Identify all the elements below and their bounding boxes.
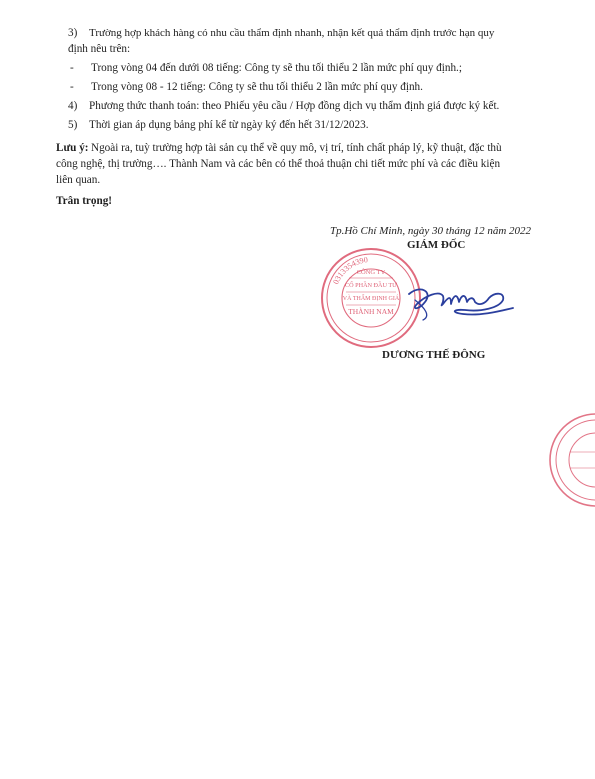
item-3-text-cont: định nêu trên: [68,43,131,55]
item-4-number: 4) [68,100,78,112]
note-text-cont: công nghệ, thị trường…. Thành Nam và các bên có thể thoả thuận chi tiết mức phí và các điều kiện [56,158,501,170]
item-5-number: 5) [68,119,78,131]
signer-position: GIÁM ĐỐC [407,239,466,251]
note-label: Lưu ý: [56,142,89,154]
bullet-item: Trong vòng 08 - 12 tiếng: Công ty sẽ thu tối thiểu 2 lần mức phí quy định. [91,81,423,93]
item-4-text: Phương thức thanh toán: theo Phiếu yêu cầu / Hợp đồng dịch vụ thẩm định giá được ký kết. [89,100,500,112]
partial-seal-edge [538,410,595,510]
handwritten-signature [395,278,527,324]
item-3-number: 3) [68,27,78,39]
bullet-marker: - [70,81,74,93]
bullet-item: Trong vòng 04 đến dưới 08 tiếng: Công ty sẽ thu tối thiểu 2 lần mức phí quy định.; [91,62,462,74]
seal-text: THÀNH NAM [348,307,394,316]
place-date: Tp.Hồ Chí Minh, ngày 30 tháng 12 năm 2022 [330,225,532,237]
closing-text: Trân trọng! [56,195,113,207]
note-text: Ngoài ra, tuỳ trường hợp tài sản cụ thể về quy mô, vị trí, tính chất pháp lý, kỹ thuật, đặc thù [91,142,502,154]
note-text-cont: liên quan. [56,174,101,186]
seal-number: 0313354390 [331,255,369,286]
seal-text: VÀ THẨM ĐỊNH GIÁ [342,296,400,302]
signer-name: DƯƠNG THẾ ĐÔNG [382,349,486,361]
item-3-text: Trường hợp khách hàng có nhu cầu thẩm định nhanh, nhận kết quả thẩm định trước hạn quy [89,27,495,39]
seal-text: CÔNG TY [356,269,386,276]
item-5-text: Thời gian áp dụng bảng phí kể từ ngày ký đến hết 31/12/2023. [89,119,369,131]
seal-text: CỔ PHẦN ĐẦU TƯ [345,282,397,289]
bullet-marker: - [70,62,74,74]
